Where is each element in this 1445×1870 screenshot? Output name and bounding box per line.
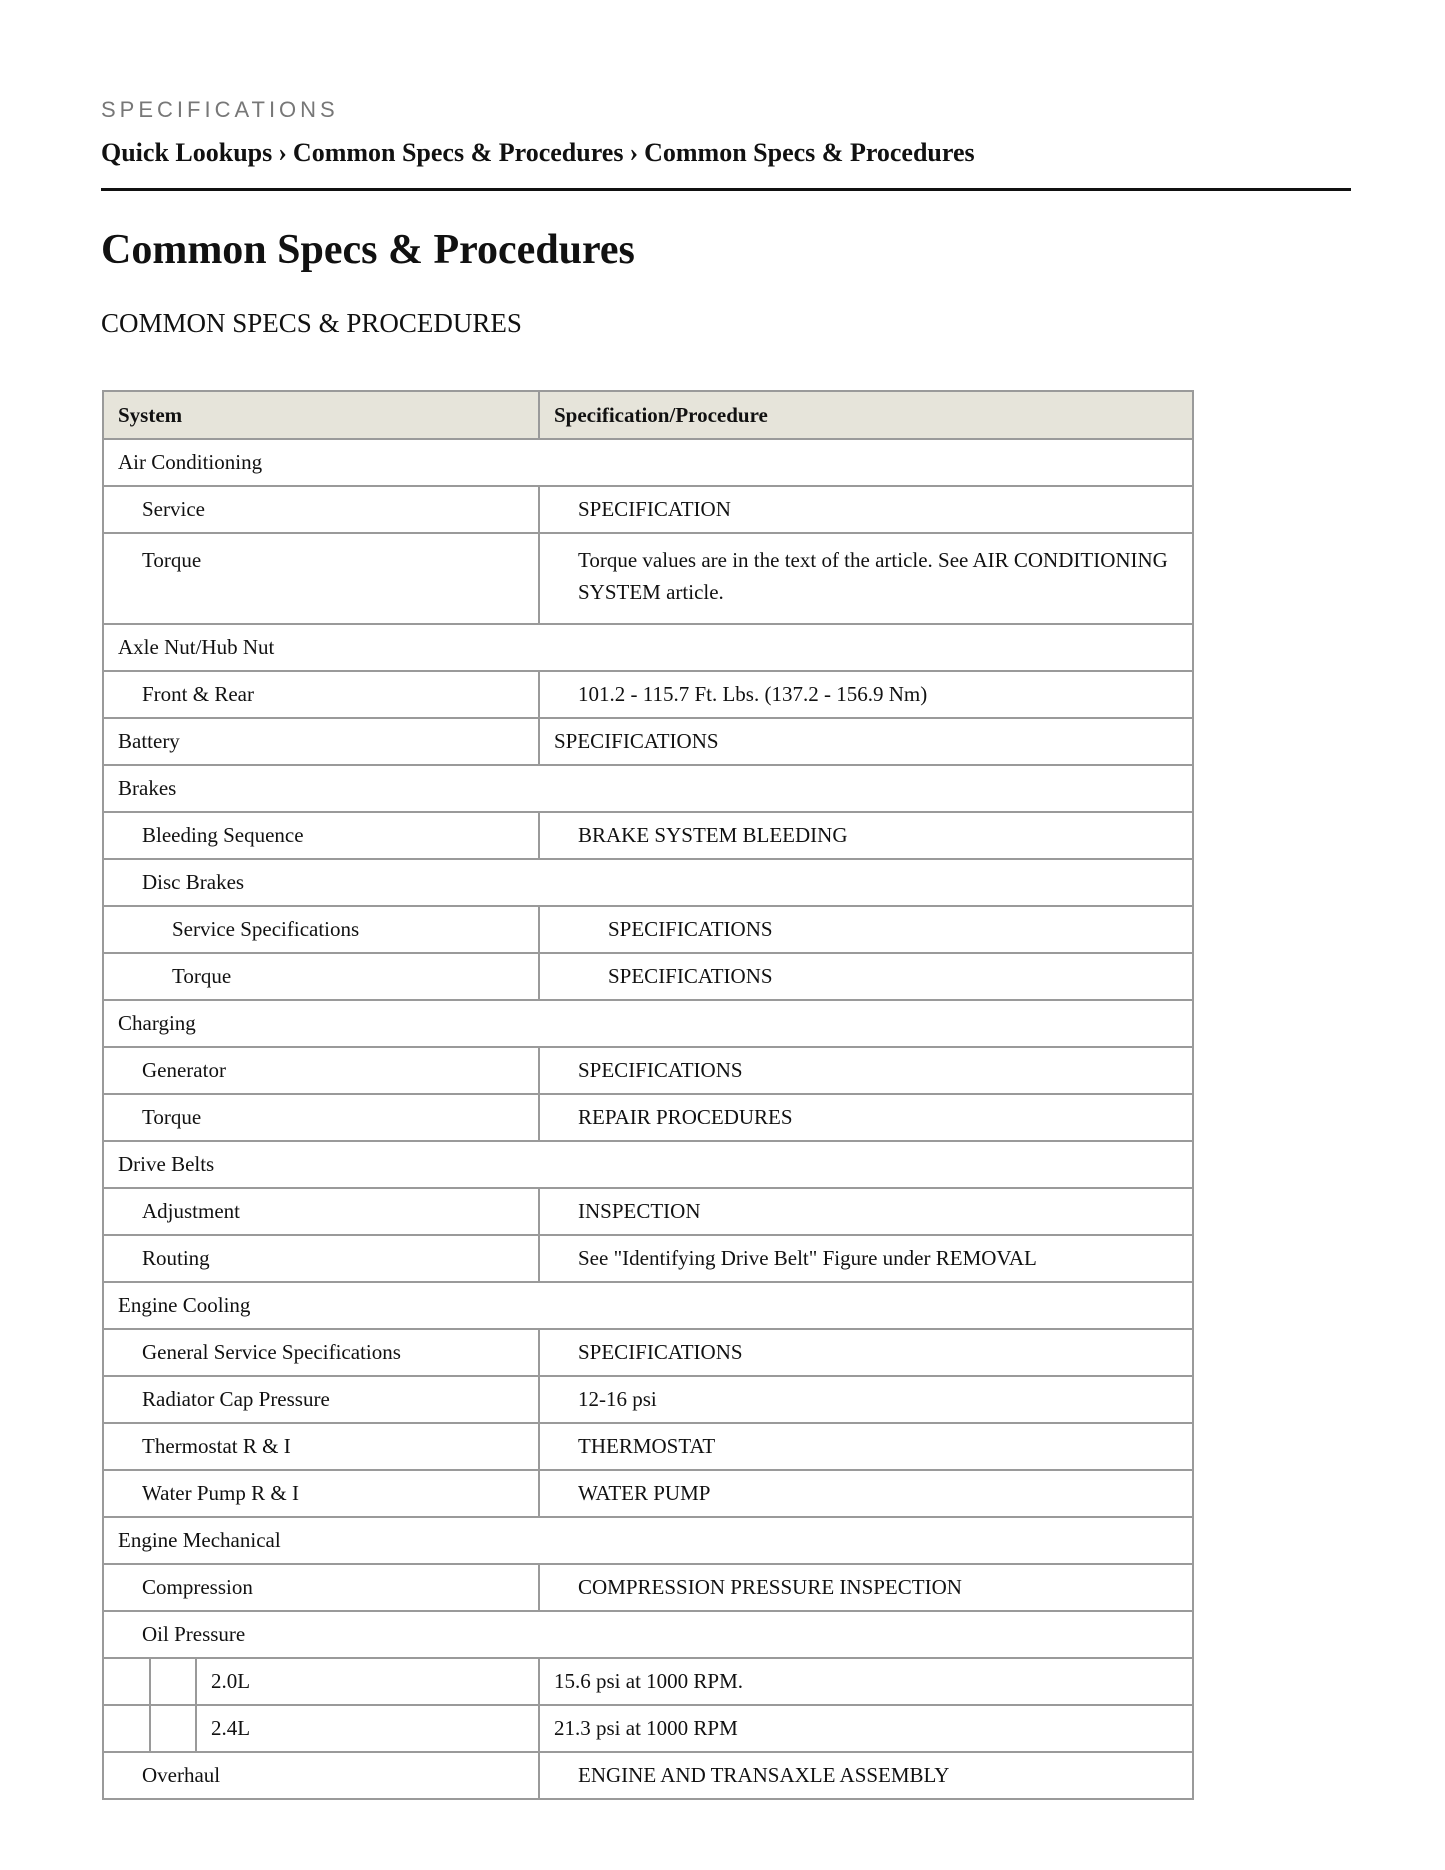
table-row <box>103 1423 1193 1470</box>
system-cell: 2.4L <box>196 1705 539 1752</box>
indent-cell <box>103 1658 150 1705</box>
table-row <box>103 1564 1193 1611</box>
specs-table <box>102 390 1194 1800</box>
table-row <box>103 533 1193 624</box>
table-row <box>103 671 1193 718</box>
system-cell: Front & Rear <box>103 671 539 718</box>
group-heading: Engine Mechanical <box>103 1517 1193 1564</box>
spec-link[interactable]: SPECIFICATIONS <box>539 953 1193 1000</box>
header-divider <box>101 188 1351 191</box>
section-title: COMMON SPECS & PROCEDURES <box>101 308 522 338</box>
system-cell: Torque <box>103 1094 539 1141</box>
spec-link[interactable]: SPECIFICATION <box>539 486 1193 533</box>
group-heading: Drive Belts <box>103 1141 1193 1188</box>
indent-cell <box>150 1705 196 1752</box>
spec-cell: See "Identifying Drive Belt" Figure under REMOVAL <box>539 1235 1193 1282</box>
system-cell: Service <box>103 486 539 533</box>
spec-link[interactable]: SPECIFICATIONS <box>539 1047 1193 1094</box>
spec-cell: 21.3 psi at 1000 RPM <box>539 1705 1193 1752</box>
table-row <box>103 1752 1193 1799</box>
table-row <box>103 1188 1193 1235</box>
system-cell: Torque <box>103 953 539 1000</box>
table-row <box>103 718 1193 765</box>
spec-cell: 12-16 psi <box>539 1376 1193 1423</box>
indent-cell <box>150 1658 196 1705</box>
system-cell: Generator <box>103 1047 539 1094</box>
system-cell: Battery <box>103 718 539 765</box>
table-row <box>103 1329 1193 1376</box>
page-title: Common Specs & Procedures <box>101 227 635 273</box>
table-row <box>103 1000 1193 1047</box>
table-row <box>103 765 1193 812</box>
group-heading: Engine Cooling <box>103 1282 1193 1329</box>
breadcrumb-separator: › <box>629 138 639 167</box>
table-row <box>103 1235 1193 1282</box>
table-row <box>103 1047 1193 1094</box>
group-heading: Charging <box>103 1000 1193 1047</box>
spec-link[interactable]: INSPECTION <box>539 1188 1193 1235</box>
breadcrumb <box>101 138 975 168</box>
breadcrumb-separator: › <box>278 138 287 167</box>
breadcrumb-item-common-specs[interactable]: Common Specs & Procedures <box>292 138 624 167</box>
section-kicker: SPECIFICATIONS <box>101 97 339 122</box>
spec-link[interactable]: COMPRESSION PRESSURE INSPECTION <box>539 1564 1193 1611</box>
table-row <box>103 1376 1193 1423</box>
system-cell: Service Specifications <box>103 906 539 953</box>
spec-link[interactable]: REPAIR PROCEDURES <box>539 1094 1193 1141</box>
column-header-system: System <box>103 391 539 439</box>
spec-cell: 15.6 psi at 1000 RPM. <box>539 1658 1193 1705</box>
spec-link[interactable]: WATER PUMP <box>539 1470 1193 1517</box>
table-row <box>103 624 1193 671</box>
system-cell: Water Pump R & I <box>103 1470 539 1517</box>
table-row <box>103 953 1193 1000</box>
subgroup-heading: Disc Brakes <box>103 859 1193 906</box>
table-row <box>103 859 1193 906</box>
spec-link[interactable]: ENGINE AND TRANSAXLE ASSEMBLY <box>539 1752 1193 1799</box>
system-cell: General Service Specifications <box>103 1329 539 1376</box>
spec-link[interactable]: SPECIFICATIONS <box>539 1329 1193 1376</box>
system-cell: Overhaul <box>103 1752 539 1799</box>
group-heading: Air Conditioning <box>103 439 1193 486</box>
breadcrumb-item-current: Common Specs & Procedures <box>644 138 975 167</box>
system-cell: 2.0L <box>196 1658 539 1705</box>
table-row <box>103 1517 1193 1564</box>
spec-link[interactable]: THERMOSTAT <box>539 1423 1193 1470</box>
system-cell: Torque <box>103 533 539 624</box>
system-cell: Bleeding Sequence <box>103 812 539 859</box>
table-row <box>103 1705 1193 1752</box>
system-cell: Routing <box>103 1235 539 1282</box>
table-row <box>103 812 1193 859</box>
table-row <box>103 1658 1193 1705</box>
spec-link[interactable]: BRAKE SYSTEM BLEEDING <box>539 812 1193 859</box>
table-row <box>103 1470 1193 1517</box>
spec-link[interactable]: SPECIFICATIONS <box>539 906 1193 953</box>
table-row <box>103 1141 1193 1188</box>
system-cell: Adjustment <box>103 1188 539 1235</box>
table-row <box>103 486 1193 533</box>
system-cell: Compression <box>103 1564 539 1611</box>
group-heading: Brakes <box>103 765 1193 812</box>
table-row <box>103 1611 1193 1658</box>
table-row <box>103 1094 1193 1141</box>
table-header-row <box>103 391 1193 439</box>
group-heading: Axle Nut/Hub Nut <box>103 624 1193 671</box>
column-header-specification: Specification/Procedure <box>539 391 1193 439</box>
system-cell: Thermostat R & I <box>103 1423 539 1470</box>
indent-cell <box>103 1705 150 1752</box>
system-cell: Radiator Cap Pressure <box>103 1376 539 1423</box>
subgroup-heading: Oil Pressure <box>103 1611 1193 1658</box>
spec-cell: Torque values are in the text of the article. See AIR CONDITIONING SYSTEM article. <box>539 533 1193 624</box>
breadcrumb-item-quick-lookups[interactable]: Quick Lookups <box>101 138 273 167</box>
spec-cell: 101.2 - 115.7 Ft. Lbs. (137.2 - 156.9 Nm) <box>539 671 1193 718</box>
table-row <box>103 906 1193 953</box>
table-row <box>103 439 1193 486</box>
table-row <box>103 1282 1193 1329</box>
spec-link[interactable]: SPECIFICATIONS <box>539 718 1193 765</box>
